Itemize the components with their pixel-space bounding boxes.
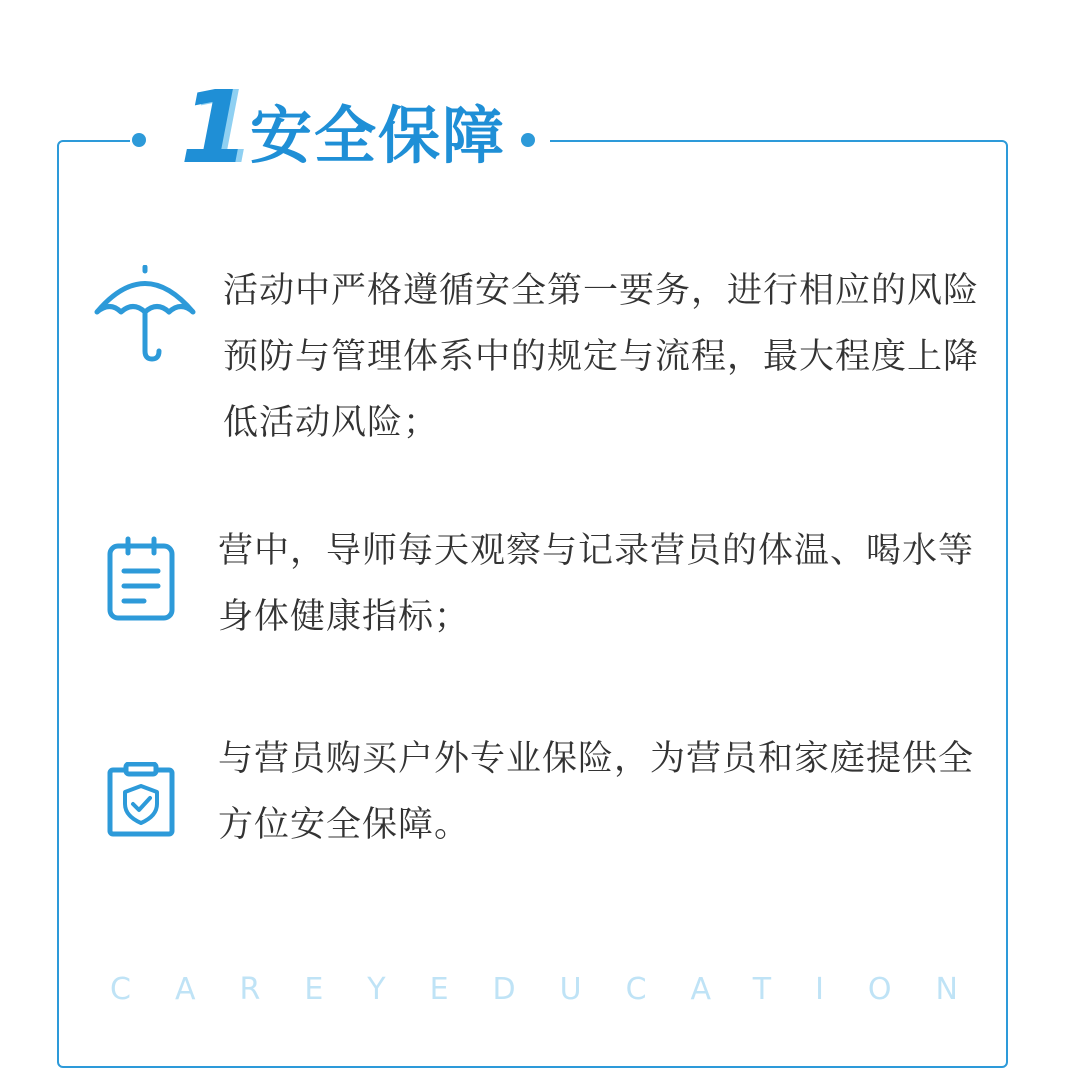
header-right-dot	[521, 133, 535, 147]
umbrella-icon	[93, 265, 197, 369]
item-text: 活动中严格遵循安全第一要务，进行相应的风险预防与管理体系中的规定与流程，最大程度上降低活动风险；	[223, 271, 980, 443]
section-number: 1	[180, 69, 250, 186]
brand-watermark: CAREYEDUCATION	[110, 972, 1002, 1007]
clipboard-shield-icon	[106, 762, 176, 842]
header-left-dot	[132, 133, 146, 147]
item-text: 营中，导师每天观察与记录营员的体温、喝水等身体健康指标；	[218, 531, 975, 637]
clipboard-list-icon	[106, 536, 176, 628]
section-title: 安全保障	[250, 99, 507, 172]
item-text: 与营员购买户外专业保险，为营员和家庭提供全方位安全保障。	[218, 739, 975, 845]
